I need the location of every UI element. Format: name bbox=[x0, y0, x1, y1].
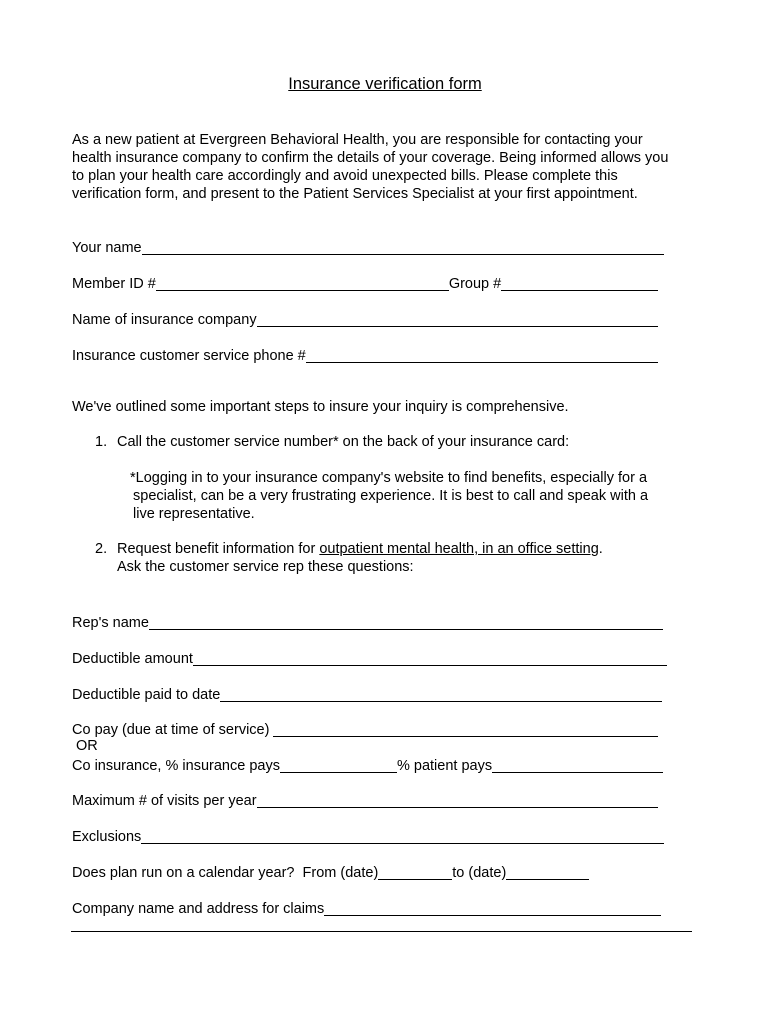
steps-intro: We've outlined some important steps to insure your inquiry is comprehensive. bbox=[72, 399, 569, 415]
your-name-field bbox=[72, 237, 664, 257]
deductible-amount-label: Deductible amount bbox=[72, 651, 193, 667]
step-2-number: 2. bbox=[95, 541, 108, 557]
form-title-text: Insurance verification form bbox=[288, 75, 482, 93]
step-2-text-after: . bbox=[598, 541, 603, 557]
customer-service-phone-field bbox=[72, 345, 658, 365]
to-date-label: to (date) bbox=[452, 865, 507, 881]
group-label: Group # bbox=[448, 276, 502, 292]
member-id-blank[interactable] bbox=[156, 275, 449, 291]
calendar-year-label: Does plan run on a calendar year? From (date) bbox=[72, 865, 379, 881]
customer-service-phone-blank[interactable] bbox=[306, 347, 658, 363]
deductible-paid-field bbox=[72, 684, 662, 704]
step-2-underlined-text: outpatient mental health, in an office setting bbox=[319, 541, 599, 557]
group-blank[interactable] bbox=[501, 275, 658, 291]
patient-pays-label: % patient pays bbox=[396, 758, 493, 774]
deductible-amount-field bbox=[72, 648, 667, 668]
step-1-text: Call the customer service number* on the back of your insurance card: bbox=[117, 434, 570, 450]
insurance-company-label: Name of insurance company bbox=[72, 312, 257, 328]
step-2-text bbox=[117, 540, 603, 558]
claims-address-label: Company name and address for claims bbox=[72, 901, 325, 917]
deductible-paid-label: Deductible paid to date bbox=[72, 687, 221, 703]
reps-name-blank[interactable] bbox=[149, 614, 663, 630]
claims-address-second-line[interactable] bbox=[71, 931, 692, 932]
your-name-blank[interactable] bbox=[142, 239, 664, 255]
patient-pays-blank[interactable] bbox=[492, 757, 663, 773]
deductible-amount-blank[interactable] bbox=[193, 650, 667, 666]
customer-service-phone-label: Insurance customer service phone # bbox=[72, 348, 306, 364]
insurance-pays-blank[interactable] bbox=[280, 757, 397, 773]
max-visits-field bbox=[72, 790, 658, 810]
max-visits-blank[interactable] bbox=[257, 792, 658, 808]
insurance-company-field bbox=[72, 309, 658, 329]
deductible-paid-blank[interactable] bbox=[220, 686, 662, 702]
intro-paragraph bbox=[72, 131, 712, 203]
member-id-label: Member ID # bbox=[72, 276, 156, 292]
from-date-blank[interactable] bbox=[378, 864, 452, 880]
claims-address-field bbox=[72, 898, 661, 918]
insurance-company-blank[interactable] bbox=[257, 311, 658, 327]
claims-address-blank[interactable] bbox=[324, 900, 661, 916]
form-title bbox=[0, 73, 770, 95]
intro-line: As a new patient at Evergreen Behavioral Health, you are responsible for contacting your bbox=[72, 132, 643, 148]
coinsurance-field bbox=[72, 755, 663, 775]
intro-line: to plan your health care accordingly and avoid unexpected bills. Please complete this bbox=[72, 168, 618, 184]
max-visits-label: Maximum # of visits per year bbox=[72, 793, 257, 809]
copay-label: Co pay (due at time of service) bbox=[72, 722, 274, 738]
reps-name-field bbox=[72, 612, 663, 632]
step-2-line-2: Ask the customer service rep these questions: bbox=[117, 559, 414, 575]
copay-blank[interactable] bbox=[273, 721, 658, 737]
exclusions-field bbox=[72, 826, 664, 846]
exclusions-label: Exclusions bbox=[72, 829, 142, 845]
or-label: OR bbox=[76, 738, 98, 754]
your-name-label: Your name bbox=[72, 240, 142, 256]
coinsurance-label: Co insurance, % insurance pays bbox=[72, 758, 280, 774]
intro-line: health insurance company to confirm the details of your coverage. Being informed allows you bbox=[72, 150, 669, 166]
to-date-blank[interactable] bbox=[506, 864, 589, 880]
step-1-note-line: *Logging in to your insurance company's website to find benefits, especially for a bbox=[130, 470, 648, 486]
reps-name-label: Rep's name bbox=[72, 615, 149, 631]
step-2-text-before: Request benefit information for bbox=[117, 541, 320, 557]
member-id-field bbox=[72, 273, 658, 293]
exclusions-blank[interactable] bbox=[141, 828, 664, 844]
step-1-note-line: specialist, can be a very frustrating experience. It is best to call and speak with a bbox=[133, 488, 649, 504]
step-1-note-line: live representative. bbox=[133, 506, 255, 522]
intro-line: verification form, and present to the Patient Services Specialist at your first appointment. bbox=[72, 186, 638, 202]
step-1-number: 1. bbox=[95, 434, 108, 450]
calendar-year-field bbox=[72, 862, 589, 882]
copay-field bbox=[72, 719, 658, 739]
